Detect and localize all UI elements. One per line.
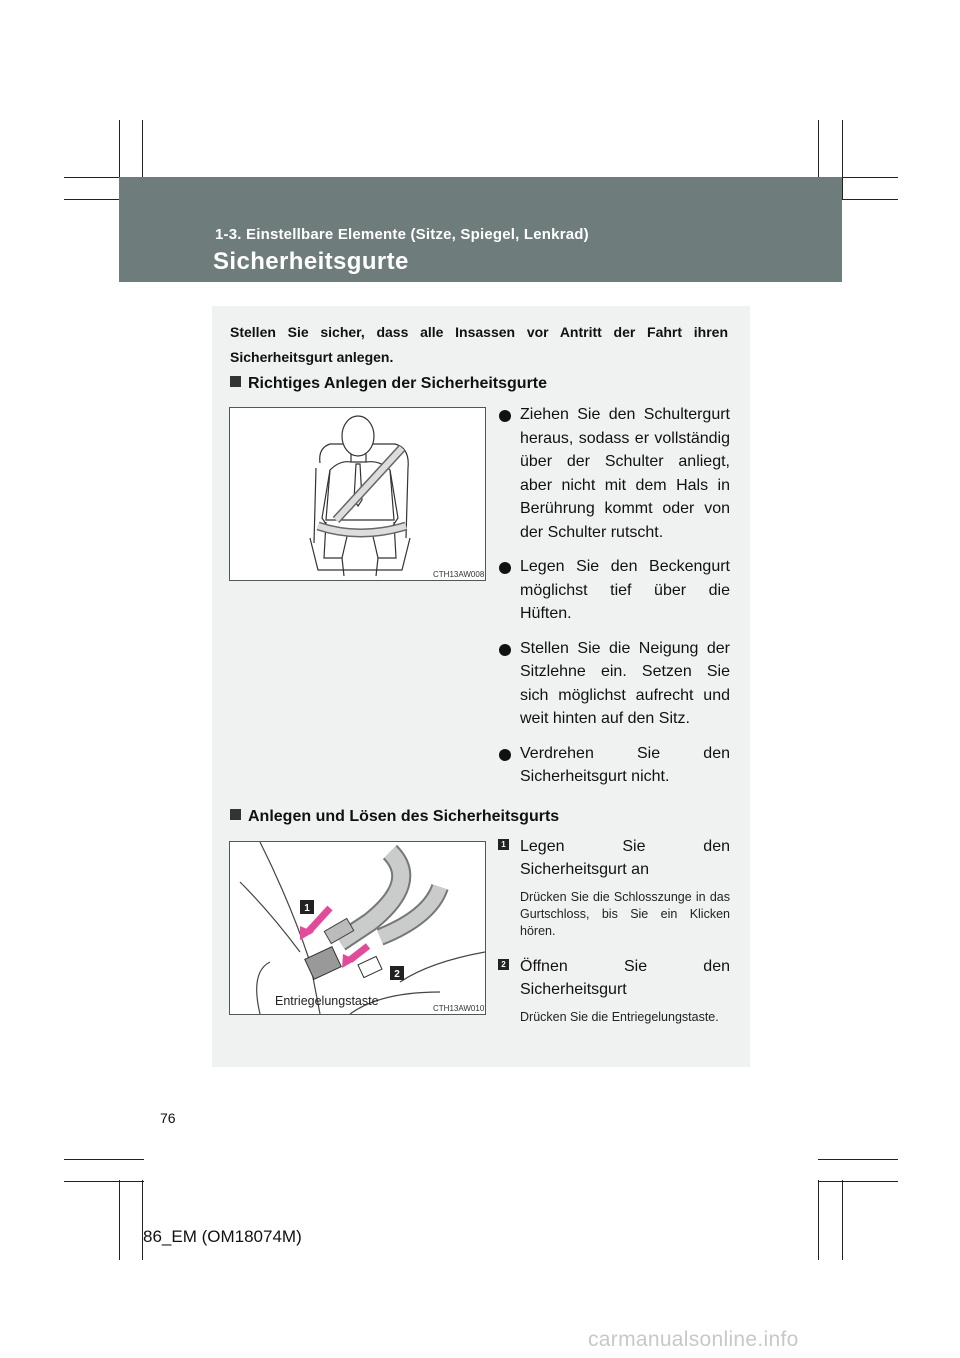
figure-buckle xyxy=(229,841,486,1015)
list-item xyxy=(498,637,730,731)
list-item-text: Verdrehen Sie den Sicherheitsgurt nicht. xyxy=(520,744,730,785)
figure-label-release-button: Entriegelungstaste xyxy=(275,994,379,1008)
site-watermark: carmanualsonline.info xyxy=(588,1328,799,1351)
section-heading-fastening xyxy=(230,375,547,393)
figure-seated-occupant xyxy=(229,407,486,581)
list-item-text: Legen Sie den Beckengurt möglichst tief über die Hüften. xyxy=(520,558,730,622)
page-number: 76 xyxy=(160,1110,176,1126)
svg-text:1: 1 xyxy=(304,903,310,914)
bullet-dot-icon xyxy=(499,749,511,761)
crop-mark xyxy=(64,1181,144,1182)
bullet-dot-icon xyxy=(499,410,511,422)
step-title: Legen Sie den Sicherheitsgurt an xyxy=(520,838,730,878)
step-number-badge: 2 xyxy=(498,959,509,970)
crop-mark xyxy=(119,1180,120,1260)
list-item-text: Stellen Sie die Neigung der Sitzlehne ein. Setzen Sie sich möglichst aufrecht und weit hinten auf den Sitz. xyxy=(520,639,730,727)
crop-mark xyxy=(842,1180,843,1260)
crop-mark xyxy=(818,1180,819,1260)
crop-mark xyxy=(818,1159,898,1160)
document-code: 86_EM (OM18074M) xyxy=(143,1227,302,1246)
seated-occupant-illustration xyxy=(230,408,485,580)
figure-code: CTH13AW010 xyxy=(433,1004,485,1013)
list-item xyxy=(498,555,730,626)
step-2 xyxy=(498,955,730,1026)
svg-text:2: 2 xyxy=(394,969,400,980)
crop-mark xyxy=(64,1159,144,1160)
buckle-illustration xyxy=(230,842,485,1014)
bullet-dot-icon xyxy=(499,644,511,656)
square-bullet-icon xyxy=(230,809,241,820)
list-item-text: Ziehen Sie den Schultergurt heraus, sodass er vollständig über der Schulter anliegt, aber nicht mit dem Hals in Berührung kommt oder von der Schulter rutscht. xyxy=(520,406,730,541)
figure-code: CTH13AW008 xyxy=(433,570,485,579)
fastening-bullet-list xyxy=(498,403,730,800)
list-item xyxy=(498,403,730,544)
step-title: Öffnen Sie den Sicherheitsgurt xyxy=(520,958,730,998)
step-1 xyxy=(498,835,730,940)
step-description: Drücken Sie die Entriegelungstaste. xyxy=(520,1010,719,1024)
section-heading-text: Richtiges Anlegen der Sicherheitsgurte xyxy=(248,375,548,392)
crop-mark xyxy=(842,120,843,200)
section-label: 1-3. Einstellbare Elemente (Sitze, Spiegel, Lenkrad) xyxy=(215,226,589,243)
crop-mark xyxy=(818,1181,898,1182)
section-heading-text: Anlegen und Lösen des Sicherheitsgurts xyxy=(248,808,560,825)
bullet-dot-icon xyxy=(499,562,511,574)
step-number-badge: 1 xyxy=(498,839,509,850)
list-item xyxy=(498,742,730,789)
page-title: Sicherheitsgurte xyxy=(213,248,409,275)
step-description: Drücken Sie die Schlosszunge in das Gurtschloss, bis Sie ein Klicken hören. xyxy=(520,890,730,938)
intro-text: Stellen Sie sicher, dass alle Insassen vor Antritt der Fahrt ihren Sicherheitsgurt anlegen. xyxy=(230,324,728,365)
square-bullet-icon xyxy=(230,376,241,387)
section-heading-buckle xyxy=(230,808,559,826)
crop-mark xyxy=(142,1180,143,1260)
